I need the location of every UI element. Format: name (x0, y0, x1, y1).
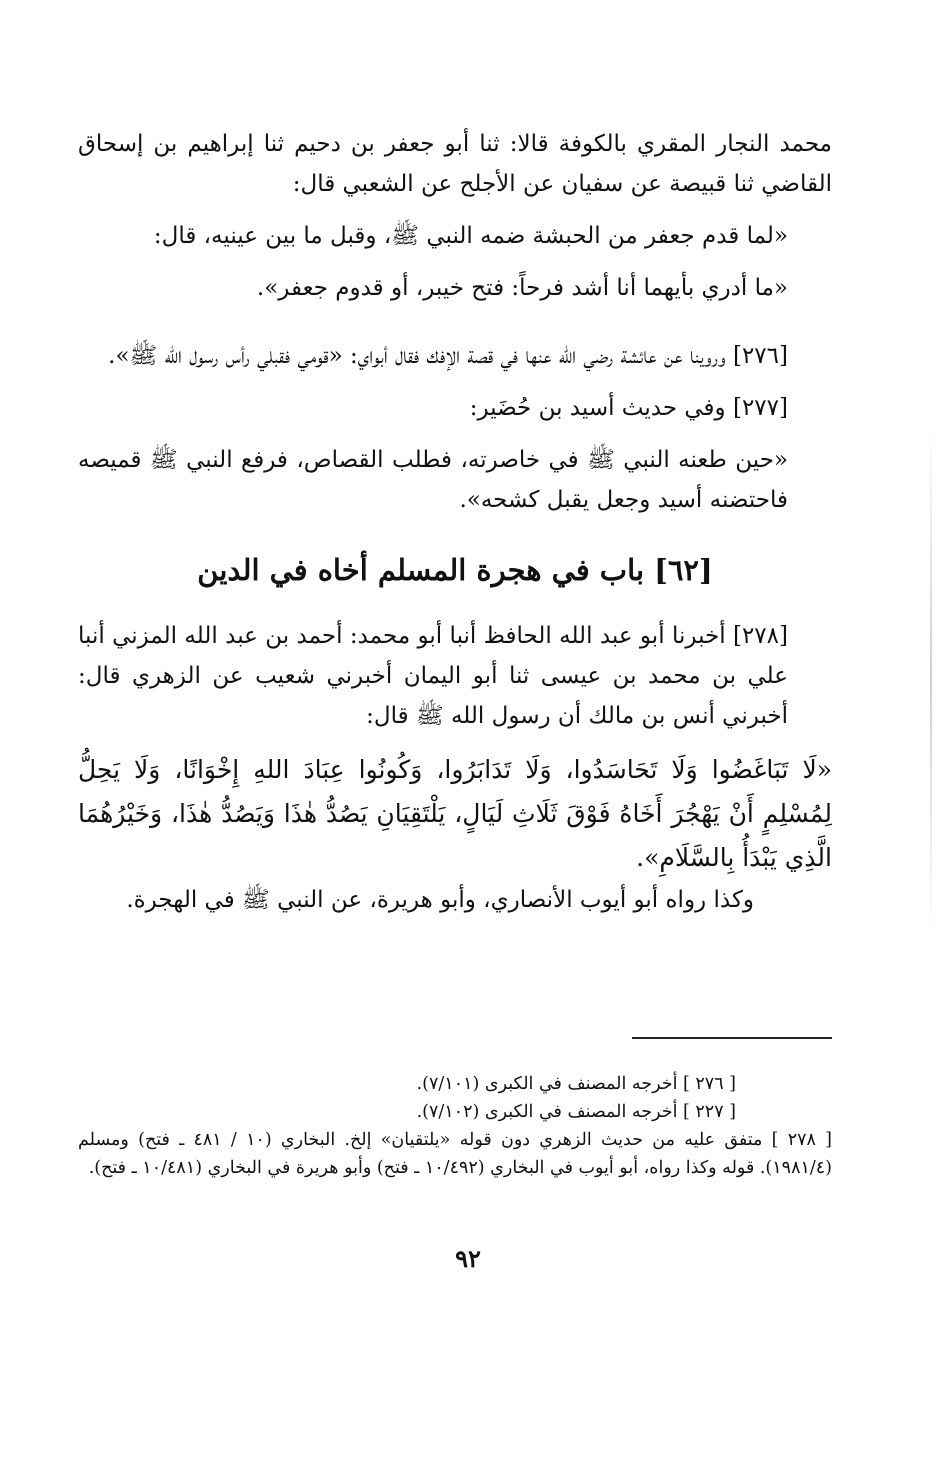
riwaya-note: وكذا رواه أبو أيوب الأنصاري، وأبو هريرة، عن النبي ﷺ في الهجرة. (126, 887, 754, 913)
chapter-heading: [٦٢] باب في هجرة المسلم أخاه في الدين (197, 553, 713, 587)
hadith-277-quote: «حين طعنه النبي ﷺ في خاصرته، فطلب القصاص، فرفع النبي ﷺ قميصه فاحتضنه أسيد وجعل يقبل كشحه». (78, 447, 788, 513)
footnote-278: [ ٢٧٨ ] متفق عليه من حديث الزهري دون قوله «يلتقيان» إلخ. البخاري (١٠ / ٤٨١ ـ فتح) ومسلم (١٩٨١/٤). قوله وكذا رواه، أبو أيوب في البخاري (١٠/٤٩٢ ـ فتح) وأبو هريرة في البخاري (١٠/٤٨١ ـ فتح). (78, 1130, 832, 1178)
isnad-paragraph: محمد النجار المقري بالكوفة قالا: ثنا أبو جعفر بن دحيم ثنا إبراهيم بن إسحاق القاضي ثنا قبيصة عن سفيان عن الأجلح عن الشعبي قال: (78, 131, 832, 197)
footnote-divider (632, 1037, 832, 1039)
footnote-276: [ ٢٧٦ ] أخرجه المصنف في الكبرى (٧/١٠١). (416, 1074, 736, 1094)
footnotes (78, 1070, 832, 1182)
main-text (78, 124, 832, 920)
quote-line-jafar: «لما قدم جعفر من الحبشة ضمه النبي ﷺ، وقبل ما بين عينيه، قال: (153, 223, 788, 249)
footnote-277: [ ٢٢٧ ] أخرجه المصنف في الكبرى (٧/١٠٢). (416, 1102, 736, 1122)
hadith-278-matn: «لَا تَبَاغَضُوا وَلَا تَحَاسَدُوا، وَلَا تَدَابَرُوا، وَكُونُوا عِبَادَ اللهِ إِخْوَانًا، وَلَا يَحِلُّ لِمُسْلِمٍ أَنْ يَهْجُرَ أَخَاهُ فَوْقَ ثَلَاثِ لَيَالٍ، يَلْتَقِيَانِ يَصُدُّ هٰذَا وَيَصُدُّ هٰذَا، وَخَيْرُهُمَا الَّذِي يَبْدَأُ بِالسَّلَامِ». (78, 755, 832, 872)
hadith-278-isnad: [٢٧٨] أخبرنا أبو عبد الله الحافظ أنبا أبو محمد: أحمد بن عبد الله المزني أنبا علي بن محمد بن عيسى ثنا أبو اليمان أخبرني شعيب عن الزهري قال: أخبرني أنس بن مالك أن رسول الله ﷺ قال: (78, 623, 788, 729)
hadith-277-intro: [٢٧٧] وفي حديث أسيد بن حُضَير: (469, 395, 788, 421)
scan-edge-shadow (930, 420, 932, 940)
quote-line-khaybar: «ما أدري بأيهما أنا أشد فرحاً: فتح خيبر، أو قدوم جعفر». (256, 275, 788, 301)
page-number: ٩٢ (455, 1244, 481, 1273)
hadith-276: [٢٧٦] وروينا عن عائشة رضي الله عنها في قصة الإفك فقال أبواي: «قومي فقبلي رأس رسول الله ﷺ». (108, 343, 788, 369)
